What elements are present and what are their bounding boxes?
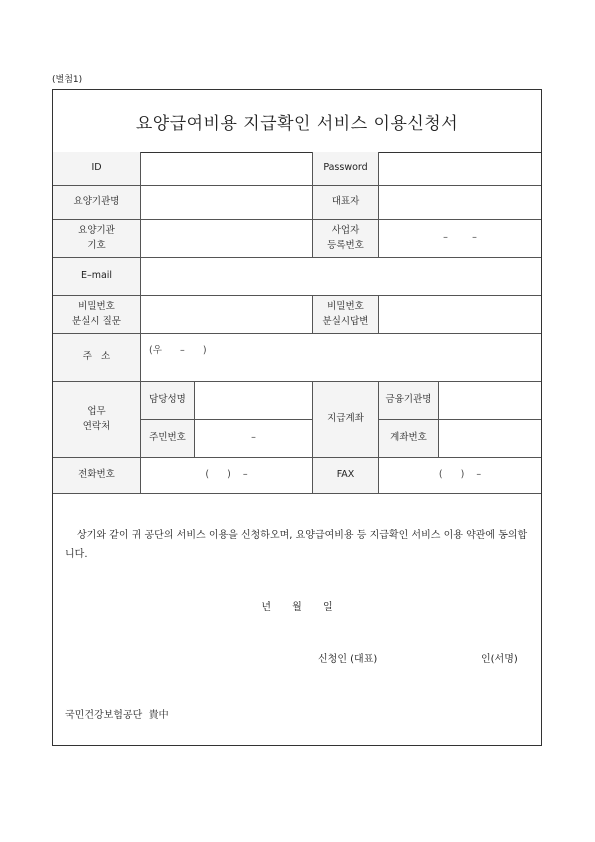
payment-account-label: 지급계좌 bbox=[313, 382, 379, 458]
fax-field[interactable]: ( ) – bbox=[379, 458, 541, 494]
business-reg-label-line2: 등록번호 bbox=[327, 239, 364, 251]
institution-name-field[interactable] bbox=[141, 186, 313, 220]
address-field[interactable]: (우 – ) bbox=[141, 334, 541, 382]
pw-answer-label-line2: 분실시답변 bbox=[322, 315, 369, 327]
agreement-section bbox=[53, 494, 541, 745]
agreement-statement: 상기와 같이 귀 공단의 서비스 이용을 신청하오며, 요양급여비용 등 지급확인 서비스 이용 약관에 동의합니다. bbox=[65, 530, 528, 560]
id-label: ID bbox=[53, 152, 141, 186]
institution-code-field[interactable] bbox=[141, 220, 313, 258]
form-title: 요양급여비용 지급확인 서비스 이용신청서 bbox=[53, 90, 541, 153]
seal-signature-label: 인(서명) bbox=[481, 654, 518, 665]
password-field[interactable] bbox=[379, 152, 541, 186]
institution-code-label bbox=[53, 220, 141, 258]
annex-label: (별첨1) bbox=[52, 75, 83, 85]
phone-field[interactable]: ( ) – bbox=[141, 458, 313, 494]
manager-name-field[interactable] bbox=[195, 382, 313, 420]
representative-field[interactable] bbox=[379, 186, 541, 220]
business-reg-label-line1: 사업자 bbox=[331, 224, 360, 236]
password-label: Password bbox=[313, 152, 379, 186]
id-field[interactable] bbox=[141, 152, 313, 186]
address-label: 주 소 bbox=[53, 334, 141, 382]
pw-question-label bbox=[53, 296, 141, 334]
institution-code-label-line1: 요양기관 bbox=[78, 224, 115, 236]
applicant-label: 신청인 (대표) bbox=[318, 654, 378, 665]
pw-answer-field[interactable] bbox=[379, 296, 541, 334]
date-line: 년 월 일 bbox=[261, 602, 333, 613]
resident-number-label: 주민번호 bbox=[141, 420, 195, 458]
phone-label: 전화번호 bbox=[53, 458, 141, 494]
contact-label-line2: 연락처 bbox=[82, 420, 111, 432]
application-form bbox=[52, 89, 542, 746]
pw-answer-label bbox=[313, 296, 379, 334]
representative-label: 대표자 bbox=[313, 186, 379, 220]
contact-label bbox=[53, 382, 141, 458]
account-number-field[interactable] bbox=[439, 420, 541, 458]
manager-name-label: 담당성명 bbox=[141, 382, 195, 420]
pw-question-label-line2: 분실시 질문 bbox=[72, 315, 121, 327]
account-number-label: 계좌번호 bbox=[379, 420, 439, 458]
pw-question-field[interactable] bbox=[141, 296, 313, 334]
bank-name-field[interactable] bbox=[439, 382, 541, 420]
pw-question-label-line1: 비밀번호 bbox=[78, 300, 115, 312]
email-label: E–mail bbox=[53, 258, 141, 296]
fax-label: FAX bbox=[313, 458, 379, 494]
business-reg-label bbox=[313, 220, 379, 258]
recipient-label: 국민건강보험공단 貴中 bbox=[65, 710, 169, 721]
email-field[interactable] bbox=[141, 258, 541, 296]
contact-label-line1: 업무 bbox=[87, 405, 106, 417]
pw-answer-label-line1: 비밀번호 bbox=[327, 300, 364, 312]
resident-number-field[interactable]: – bbox=[195, 420, 313, 458]
institution-code-label-line2: 기호 bbox=[87, 239, 106, 251]
business-reg-field[interactable]: – – bbox=[379, 220, 541, 258]
institution-name-label: 요양기관명 bbox=[53, 186, 141, 220]
bank-name-label: 금융기관명 bbox=[379, 382, 439, 420]
